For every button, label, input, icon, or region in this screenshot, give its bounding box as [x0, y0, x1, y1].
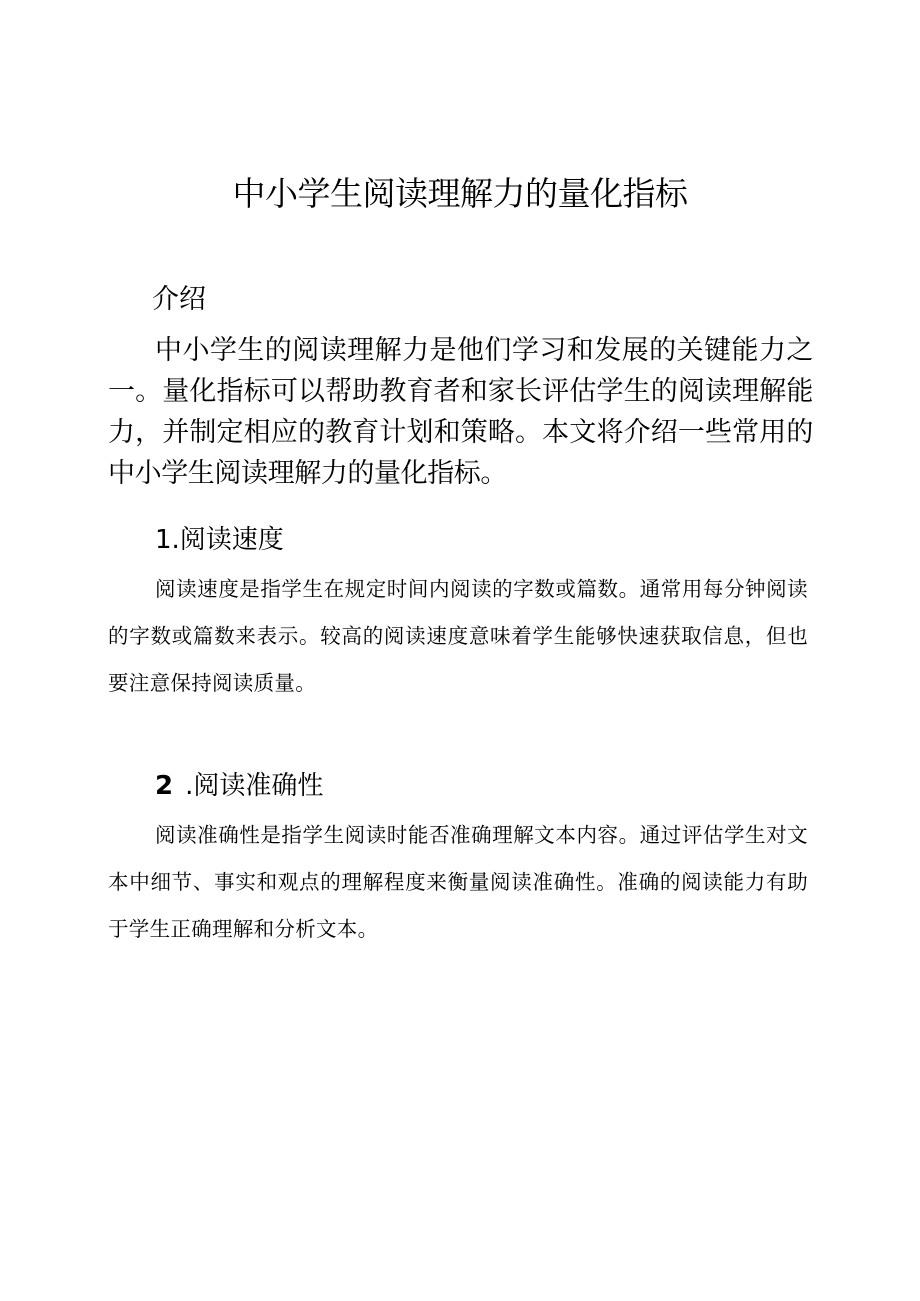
intro-heading: 介绍 [152, 284, 206, 315]
intro-paragraph: 中小学生的阅读理解力是他们学习和发展的关键能力之一。量化指标可以帮助教育者和家长评估学生的阅读理解能力，并制定相应的教育计划和策略。本文将介绍一些常用的中小学生阅读理解力的量化指标。 [108, 335, 813, 489]
section-heading-reading-accuracy [155, 766, 323, 806]
document-title: 中小学生阅读理解力的量化指标 [232, 174, 688, 213]
section-paragraph-reading-accuracy: 阅读准确性是指学生阅读时能否准确理解文本内容。通过评估学生对文本中细节、事实和观点的理解程度来衡量阅读准确性。准确的阅读能力有助于学生正确理解和分析文本。 [108, 823, 808, 941]
section-paragraph-reading-speed: 阅读速度是指学生在规定时间内阅读的字数或篇数。通常用每分钟阅读的字数或篇数来表示。较高的阅读速度意味着学生能够快速获取信息，但也要注意保持阅读质量。 [108, 577, 808, 695]
section-heading-label: .阅读准确性 [185, 771, 324, 801]
section-number: 2 [155, 771, 174, 801]
section-heading-reading-speed: 1.阅读速度 [155, 525, 284, 555]
